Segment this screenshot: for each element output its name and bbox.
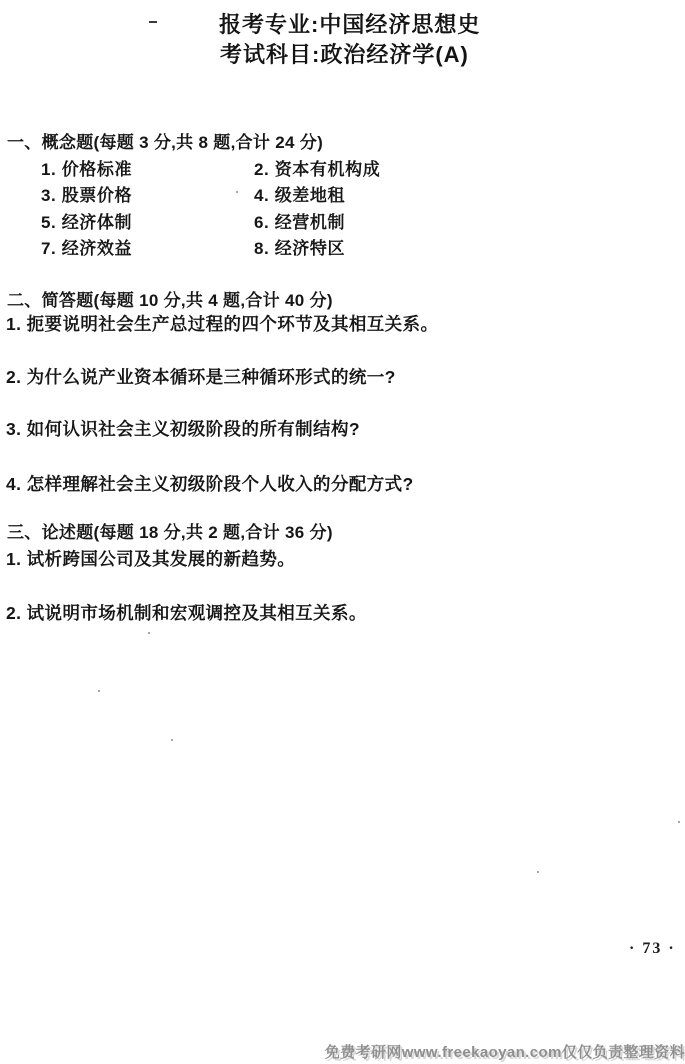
scan-speck [537, 871, 539, 873]
scan-speck [98, 690, 100, 692]
scan-speck [236, 191, 238, 193]
watermark-text: 免费考研网www.freekaoyan.com仅仅负责整理资料 [324, 1044, 685, 1061]
concept-item-4: 4. 级差地租 [254, 186, 346, 206]
scan-speck [678, 821, 680, 823]
page-number: · 73 · [629, 940, 676, 957]
essay-question-2: 2. 试说明市场机制和宏观调控及其相互关系。 [6, 603, 367, 623]
concept-item-5: 5. 经济体制 [41, 212, 133, 232]
exam-major-line: 报考专业:中国经济思想史 [219, 12, 481, 37]
short-answer-question-2: 2. 为什么说产业资本循环是三种循环形式的统一? [6, 367, 396, 387]
scan-speck [148, 632, 150, 634]
scan-speck [171, 739, 173, 741]
concept-item-7: 7. 经济效益 [41, 239, 133, 259]
concept-item-8: 8. 经济特区 [254, 239, 346, 259]
essay-question-1: 1. 试析跨国公司及其发展的新趋势。 [6, 549, 296, 569]
short-answer-question-1: 1. 扼要说明社会生产总过程的四个环节及其相互关系。 [6, 314, 439, 334]
scan-speck [149, 21, 157, 23]
section-3-heading: 三、论述题(每题 18 分,共 2 题,合计 36 分) [7, 523, 333, 542]
section-1-heading: 一、概念题(每题 3 分,共 8 题,合计 24 分) [7, 133, 324, 152]
short-answer-question-3: 3. 如何认识社会主义初级阶段的所有制结构? [6, 419, 360, 439]
concept-item-3: 3. 股票价格 [41, 186, 133, 206]
concept-item-6: 6. 经营机制 [254, 212, 346, 232]
section-2-heading: 二、简答题(每题 10 分,共 4 题,合计 40 分) [7, 291, 333, 310]
concept-item-1: 1. 价格标准 [41, 160, 133, 179]
concept-item-2: 2. 资本有机构成 [254, 160, 381, 179]
short-answer-question-4: 4. 怎样理解社会主义初级阶段个人收入的分配方式? [6, 474, 414, 494]
concept-items-grid [41, 155, 380, 261]
exam-subject-line: 考试科目:政治经济学(A) [220, 42, 469, 67]
